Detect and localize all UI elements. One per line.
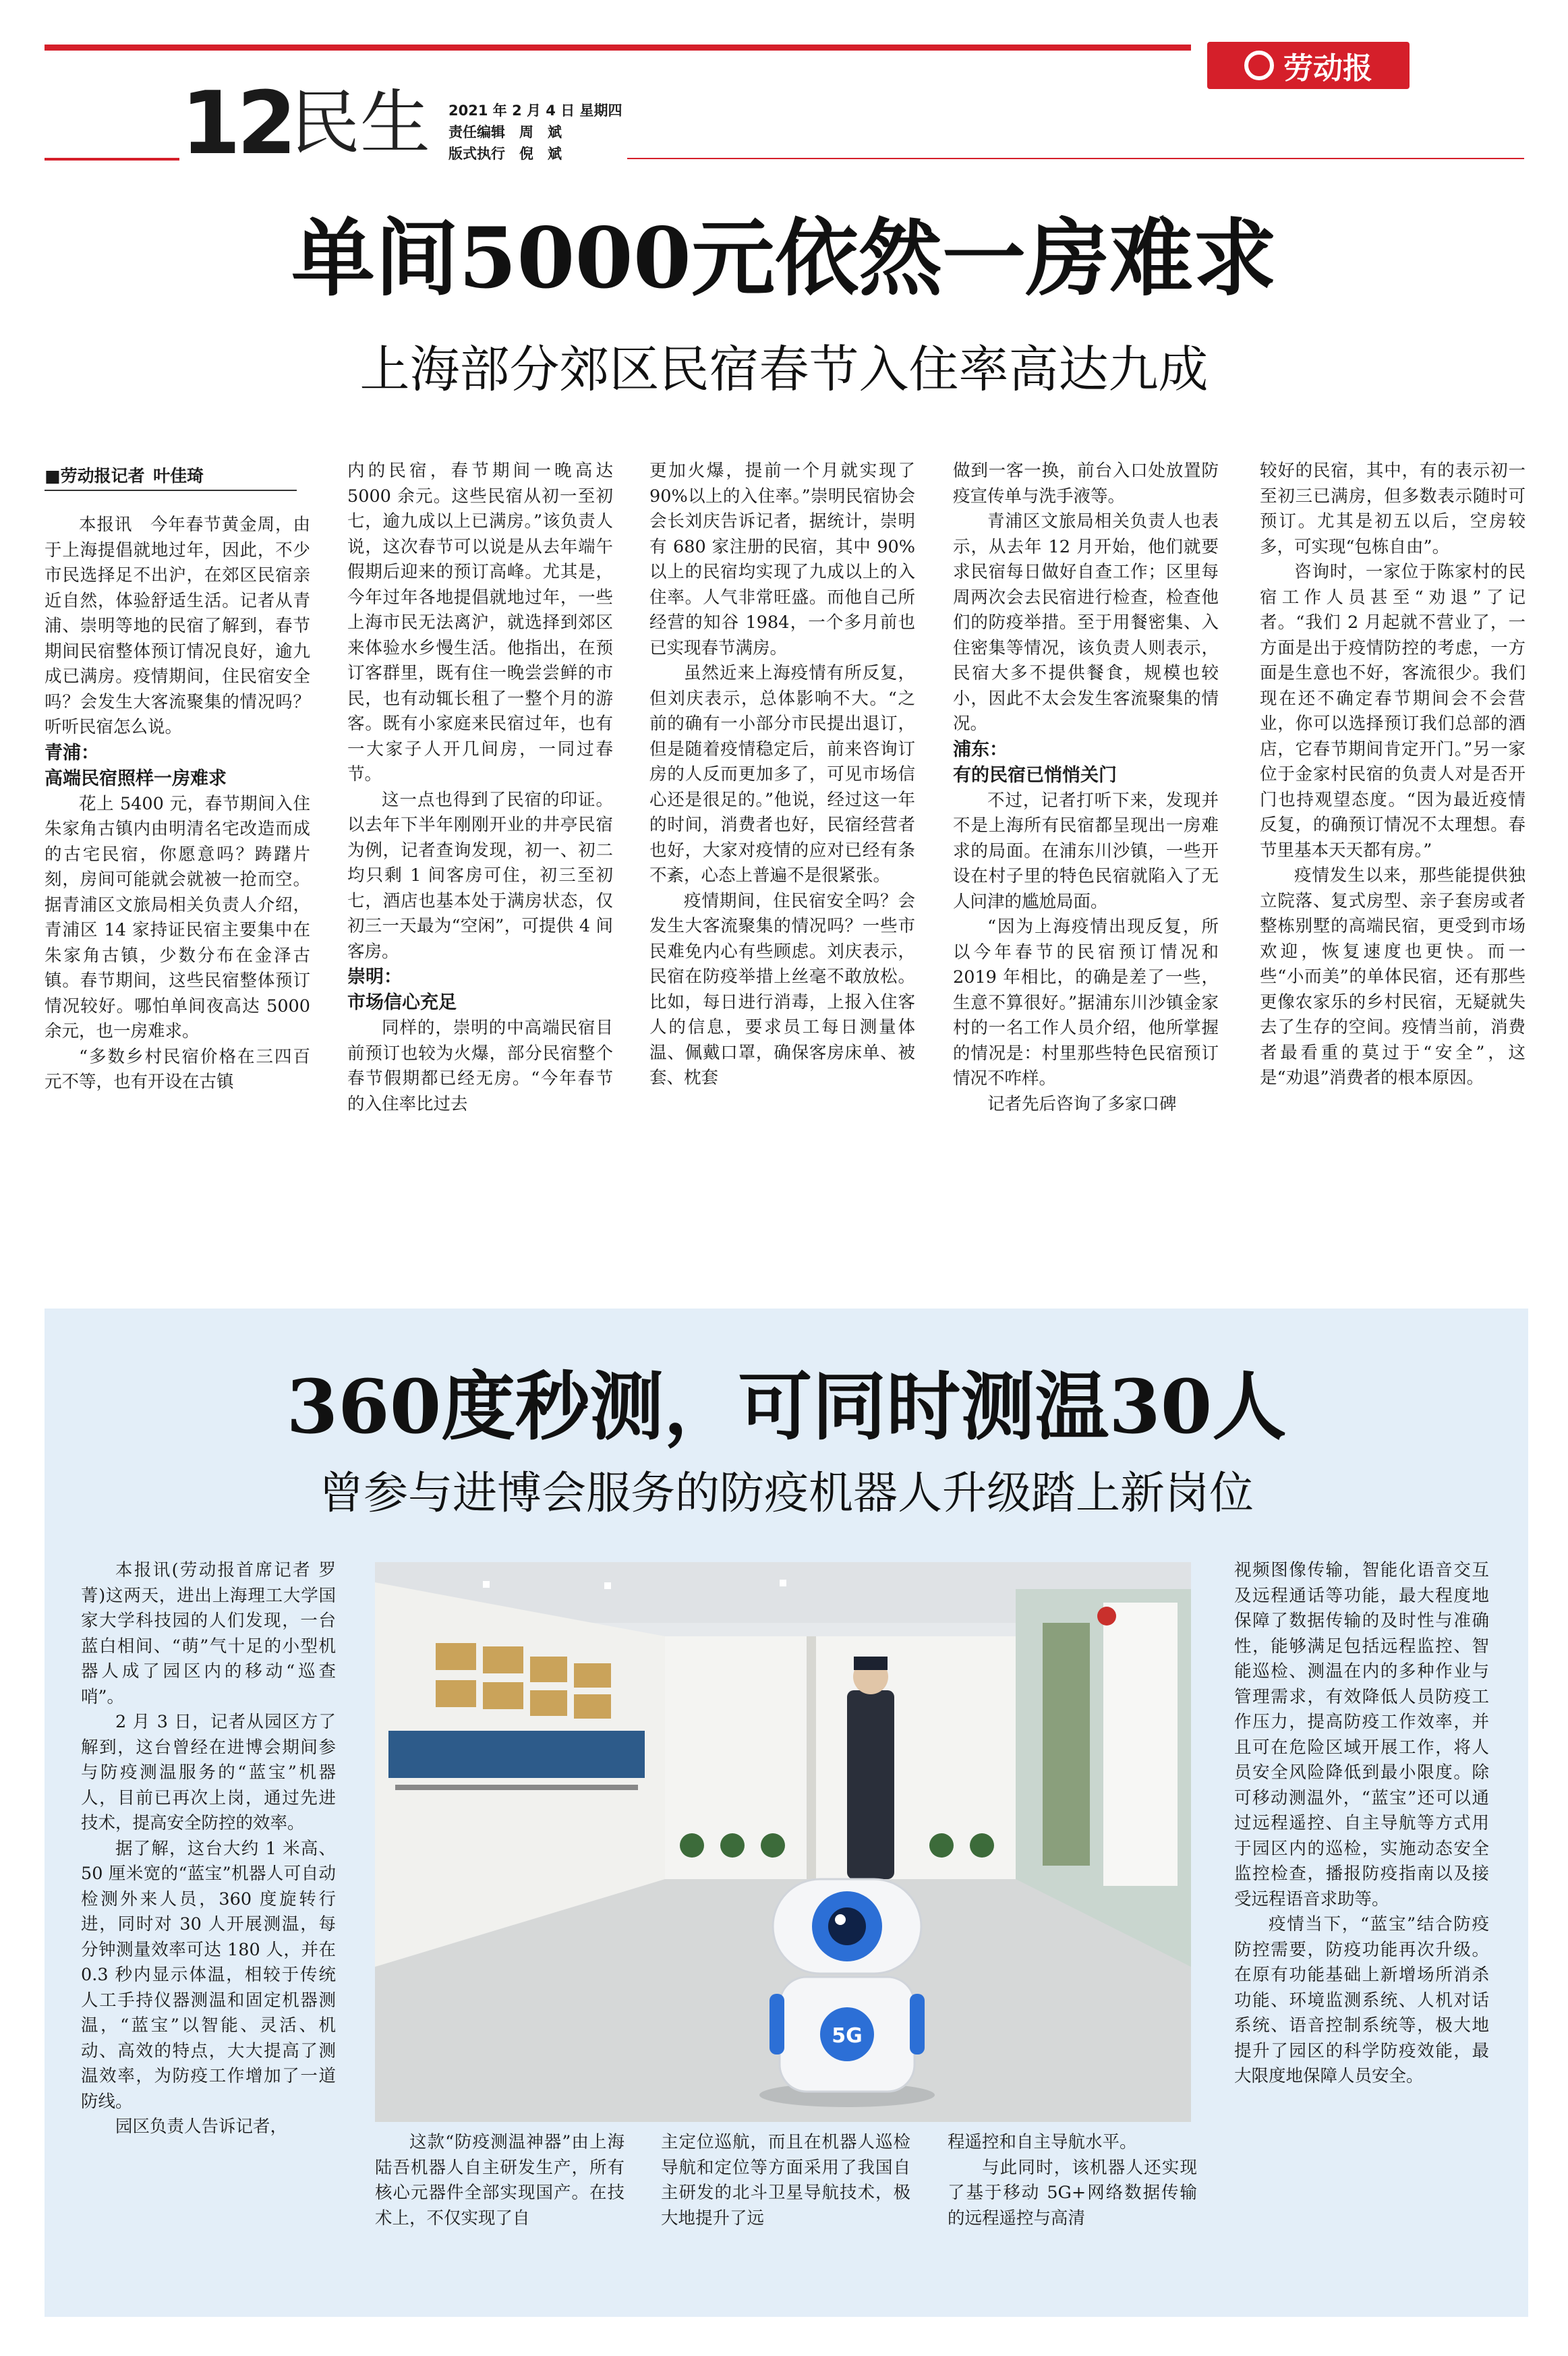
robot-photo [375,1562,1191,2122]
paragraph: 2 月 3 日，记者从园区方了解到，这台曾经在进博会期间参与防疫测温服务的“蓝宝”机器人，目前已再次上岗，通过先进技术，提高安全防控的效率。 [81,1712,336,1833]
page-number: 12 [181,74,293,174]
robot-photo-illustration [375,1562,1191,2122]
paragraph: 不过，记者打听下来，发现并不是上海所有民宿都呈现出一房难求的局面。在浦东川沙镇，一些开设在村子里的特色民宿就陷入了无人问津的尴尬局面。 [953,790,1219,912]
paragraph: 虽然近来上海疫情有所反复，但刘庆表示，总体影响不大。“之前的确有一小部分市民提出退订，但是随着疫情稳定后，前来咨询订房的人反而更加多了，可见市场信心还是很足的。”他说，经过这一年的时间，消费者也好，民宿经营者也好，大家对疫情的应对已经有条不紊，心态上普遍不是很紧张。 [649,663,915,886]
article2-column-bottom-2 [661,2130,910,2231]
header-top-rule [45,45,1191,51]
paragraph-continued: 内的民宿，春节期间一晚高达 5000 余元。这些民宿从初一至初七，逾九成以上已满房。”该负责人说，这次春节可以说是从去年端午假期后迎来的预订高峰。尤其是，今年过年各地提倡就地过年，一些上海市民无法离沪，就选择到郊区来体验水乡慢生活。他指出，在预订客群里，既有住一晚尝尝鲜的市民，也有动辄长租了一整个月的游客。既有小家庭来民宿过年，也有一大家子人开几间房，一同过春节。 [347,461,613,784]
article1-column-5 [1260,459,1526,1091]
paragraph: 与此同时，该机器人还实现了基于移动 5G+网络数据传输的远程遥控与高清 [948,2157,1197,2229]
byline-name: 叶佳琦 [153,466,204,486]
paragraph: 这款“防疫测温神器”由上海陆吾机器人自主研发生产，所有核心元器件全部实现国产。在技术上，不仅实现了自 [375,2132,625,2229]
paragraph: 据了解，这台大约 1 米高、50 厘米宽的“蓝宝”机器人可自动检测外来人员，360 度旋转行进，同时对 30 人开展测温，每分钟测量效率可达 180 人，并在 0.3 秒内显示体温，相较于传统人工手持仪器测温和固定机器测温，“蓝宝”以智能、灵活、机动、高效的特点，大大提高了测温效率，为防疫工作增加了一道防线。 [81,1838,336,2112]
section-subheading: 市场信心充足 [347,992,457,1013]
article1-column-4 [953,459,1219,1117]
editor-credit: 责任编辑 周 斌 [448,124,562,140]
paragraph: 这一点也得到了民宿的印证。以去年下半年刚刚开业的井亭民宿为例，记者查询发现，初一、初二均只剩 1 间客房可住，初三至初七，酒店也基本处于满房状态，仅初三一天最为“空闲”，可提供 4 间客房。 [347,789,613,962]
paragraph: 记者先后咨询了多家口碑 [987,1093,1177,1114]
article1-headline: 单间5000元依然一房难求 [291,210,1277,308]
paragraph-continued: 主定位巡航，而且在机器人巡检导航和定位等方面采用了我国自主研发的北斗卫星导航技术，极大地提升了远 [661,2132,910,2229]
paragraph-continued: 更加火爆，提前一个月就实现了 90%以上的入住率。”崇明民宿协会会长刘庆告诉记者，据统计，崇明有 680 家注册的民宿，其中 90%以上的民宿均实现了九成以上的入住率。人气非常旺盛。而他自己所经营的知谷 1984，一个多月前也已实现春节满房。 [649,461,915,658]
paragraph: 咨询时，一家位于陈家村的民宿工作人员甚至“劝退”了记者。“我们 2 月起就不营业了，一方面是出于疫情防控的考虑，一方面是生意也不好，客流很少。我们现在还不确定春节期间会不会营业，你可以选择预订我们总部的酒店，它春节期间肯定开门。”另一家位于金家村民宿的负责人对是否开门也持观望态度。“因为最近疫情反复，的确预订情况不太理想。春节里基本天天都有房。” [1260,562,1526,861]
article2-column-right [1234,1558,1489,2090]
byline-label: ■劳动报记者 [45,466,145,486]
paragraph: 青浦区文旅局相关负责人也表示，从去年 12 月开始，他们就要求民宿每日做好自查工作；区里每周两次会去民宿进行检查，检查他们的防疫举措。至于用餐密集、入住密集等情况，该负责人则表示，民宿大多不提供餐食，规模也较小，因此不太会发生客流聚集的情况。 [953,511,1219,734]
paragraph: “因为上海疫情出现反复，所以今年春节的民宿预订情况和 2019 年相比，的确是差了一些，生意不算很好。”据浦东川沙镇金家村的一名工作人员介绍，他所掌握的情况是：村里那些特色民宿预订情况不咋样。 [953,917,1219,1089]
article2-subheadline: 曾参与进博会服务的防疫机器人升级踏上新岗位 [319,1467,1254,1519]
paragraph-continued: 程遥控和自主导航水平。 [948,2132,1137,2152]
article2-column-bottom-3 [948,2130,1197,2231]
article1-subheadline: 上海部分郊区民宿春节入住率高达九成 [359,341,1209,399]
paragraph: 疫情发生以来，那些能提供独立院落、复式房型、亲子套房或者整栋别墅的高端民宿，更受到市场欢迎，恢复速度也更快。而一些“小而美”的单体民宿，还有那些更像农家乐的乡村民宿，无疑就失去了生存的空间。疫情当前，消费者最看重的莫过于“安全”，这是“劝退”消费者的根本原因。 [1260,865,1526,1088]
paragraph: 同样的，崇明的中高端民宿目前预订也较为火爆，部分民宿整个春节假期都已经无房。“今年春节的入住率比过去 [347,1018,613,1114]
section-subheading: 有的民宿已悄悄关门 [953,764,1117,786]
section-title: 民生 [290,82,431,164]
paragraph: 园区负责人告诉记者， [115,2117,288,2137]
section-subheading: 青浦： [45,742,99,764]
header-rule-right [627,158,1524,159]
paragraph: 花上 5400 元，春节期间入住朱家角古镇内由明清名宅改造而成的古宅民宿，你愿意吗？踌躇片刻，房间可能就会就被一抢而空。据青浦区文旅局相关负责人介绍，青浦区 14 家持证民宿主要集中在朱家角古镇，少数分布在金泽古镇。春节期间，这些民宿整体预订情况较好。哪怕单间夜高达 5000 余元，也一房难求。 [45,793,310,1041]
issue-date: 2021 年 2 月 4 日 星期四 [448,103,622,119]
paragraph: 疫情当下，“蓝宝”结合防疫防控需要，防疫功能再次升级。在原有功能基础上新增场所消杀功能、环境监测系统、人机对话系统、语音控制系统等，极大地提升了园区的科学防疫效能，最大限度地保障人员安全。 [1234,1914,1489,2086]
newspaper-logo [1207,42,1410,89]
page-meta [448,100,622,165]
article1-column-2 [347,459,613,1117]
article1-column-1 [45,513,310,1095]
section-subheading: 高端民宿照样一房难求 [45,768,227,789]
logo-icon [1244,51,1274,80]
paragraph-continued: 做到一客一换，前台入口处放置防疫宣传单与洗手液等。 [953,461,1219,507]
article1-column-3 [649,459,915,1091]
logo-text: 劳动报 [1283,51,1372,86]
article2-headline: 360度秒测，可同时测温30人 [286,1363,1287,1450]
paragraph: 疫情期间，住民宿安全吗？会发生大客流聚集的情况吗？一些市民难免内心有些顾虑。刘庆表示，民宿在防疫举措上丝毫不敢放松。比如，每日进行消毒，上报入住客人的信息，要求员工每日测量体温、佩戴口罩，确保客房床单、被套、枕套 [649,890,915,1088]
section-subheading: 浦东： [953,739,1008,760]
paragraph-continued: 较好的民宿，其中，有的表示初一至初三已满房，但多数表示随时可预订。尤其是初五以后，空房较多，可实现“包栋自由”。 [1260,461,1526,557]
section-subheading: 崇明： [347,967,402,987]
robot-5g-badge: 5G [832,2024,863,2048]
paragraph-continued: 视频图像传输，智能化语音交互及远程通话等功能，最大程度地保障了数据传输的及时性与准确性，能够满足包括远程监控、智能巡检、测温在内的多种作业与管理需求，有效降低人员防疫工作压力，提高防疫工作效率，并且可在危险区域开展工作，将人员安全风险降低到最小限度。除可移动测温外，“蓝宝”还可以通过远程遥控、自主导航等方式用于园区内的巡检，实施动态安全监控检查，播报防疫指南以及接受远程语音求助等。 [1234,1560,1489,1909]
paragraph: 本报讯(劳动报首席记者 罗菁)这两天，进出上海理工大学国家大学科技园的人们发现，一台蓝白相间、“萌”气十足的小型机器人成了园区内的移动“巡查哨”。 [81,1560,336,1707]
layout-credit: 版式执行 倪 斌 [448,146,562,162]
header-rule-left [45,158,179,161]
article2-column-left [81,1558,336,2140]
paragraph: “多数乡村民宿价格在三四百元不等，也有开设在古镇 [45,1046,310,1092]
article1-byline [45,463,297,491]
article2-column-bottom-1 [375,2130,625,2231]
paragraph: 本报讯 今年春节黄金周，由于上海提倡就地过年，因此，不少市民选择足不出沪，在郊区民宿亲近自然，体验舒适生活。记者从青浦、崇明等地的民宿了解到，春节期间民宿整体预订情况良好，逾九成已满房。疫情期间，住民宿安全吗？会发生大客流聚集的情况吗？听听民宿怎么说。 [45,515,310,737]
